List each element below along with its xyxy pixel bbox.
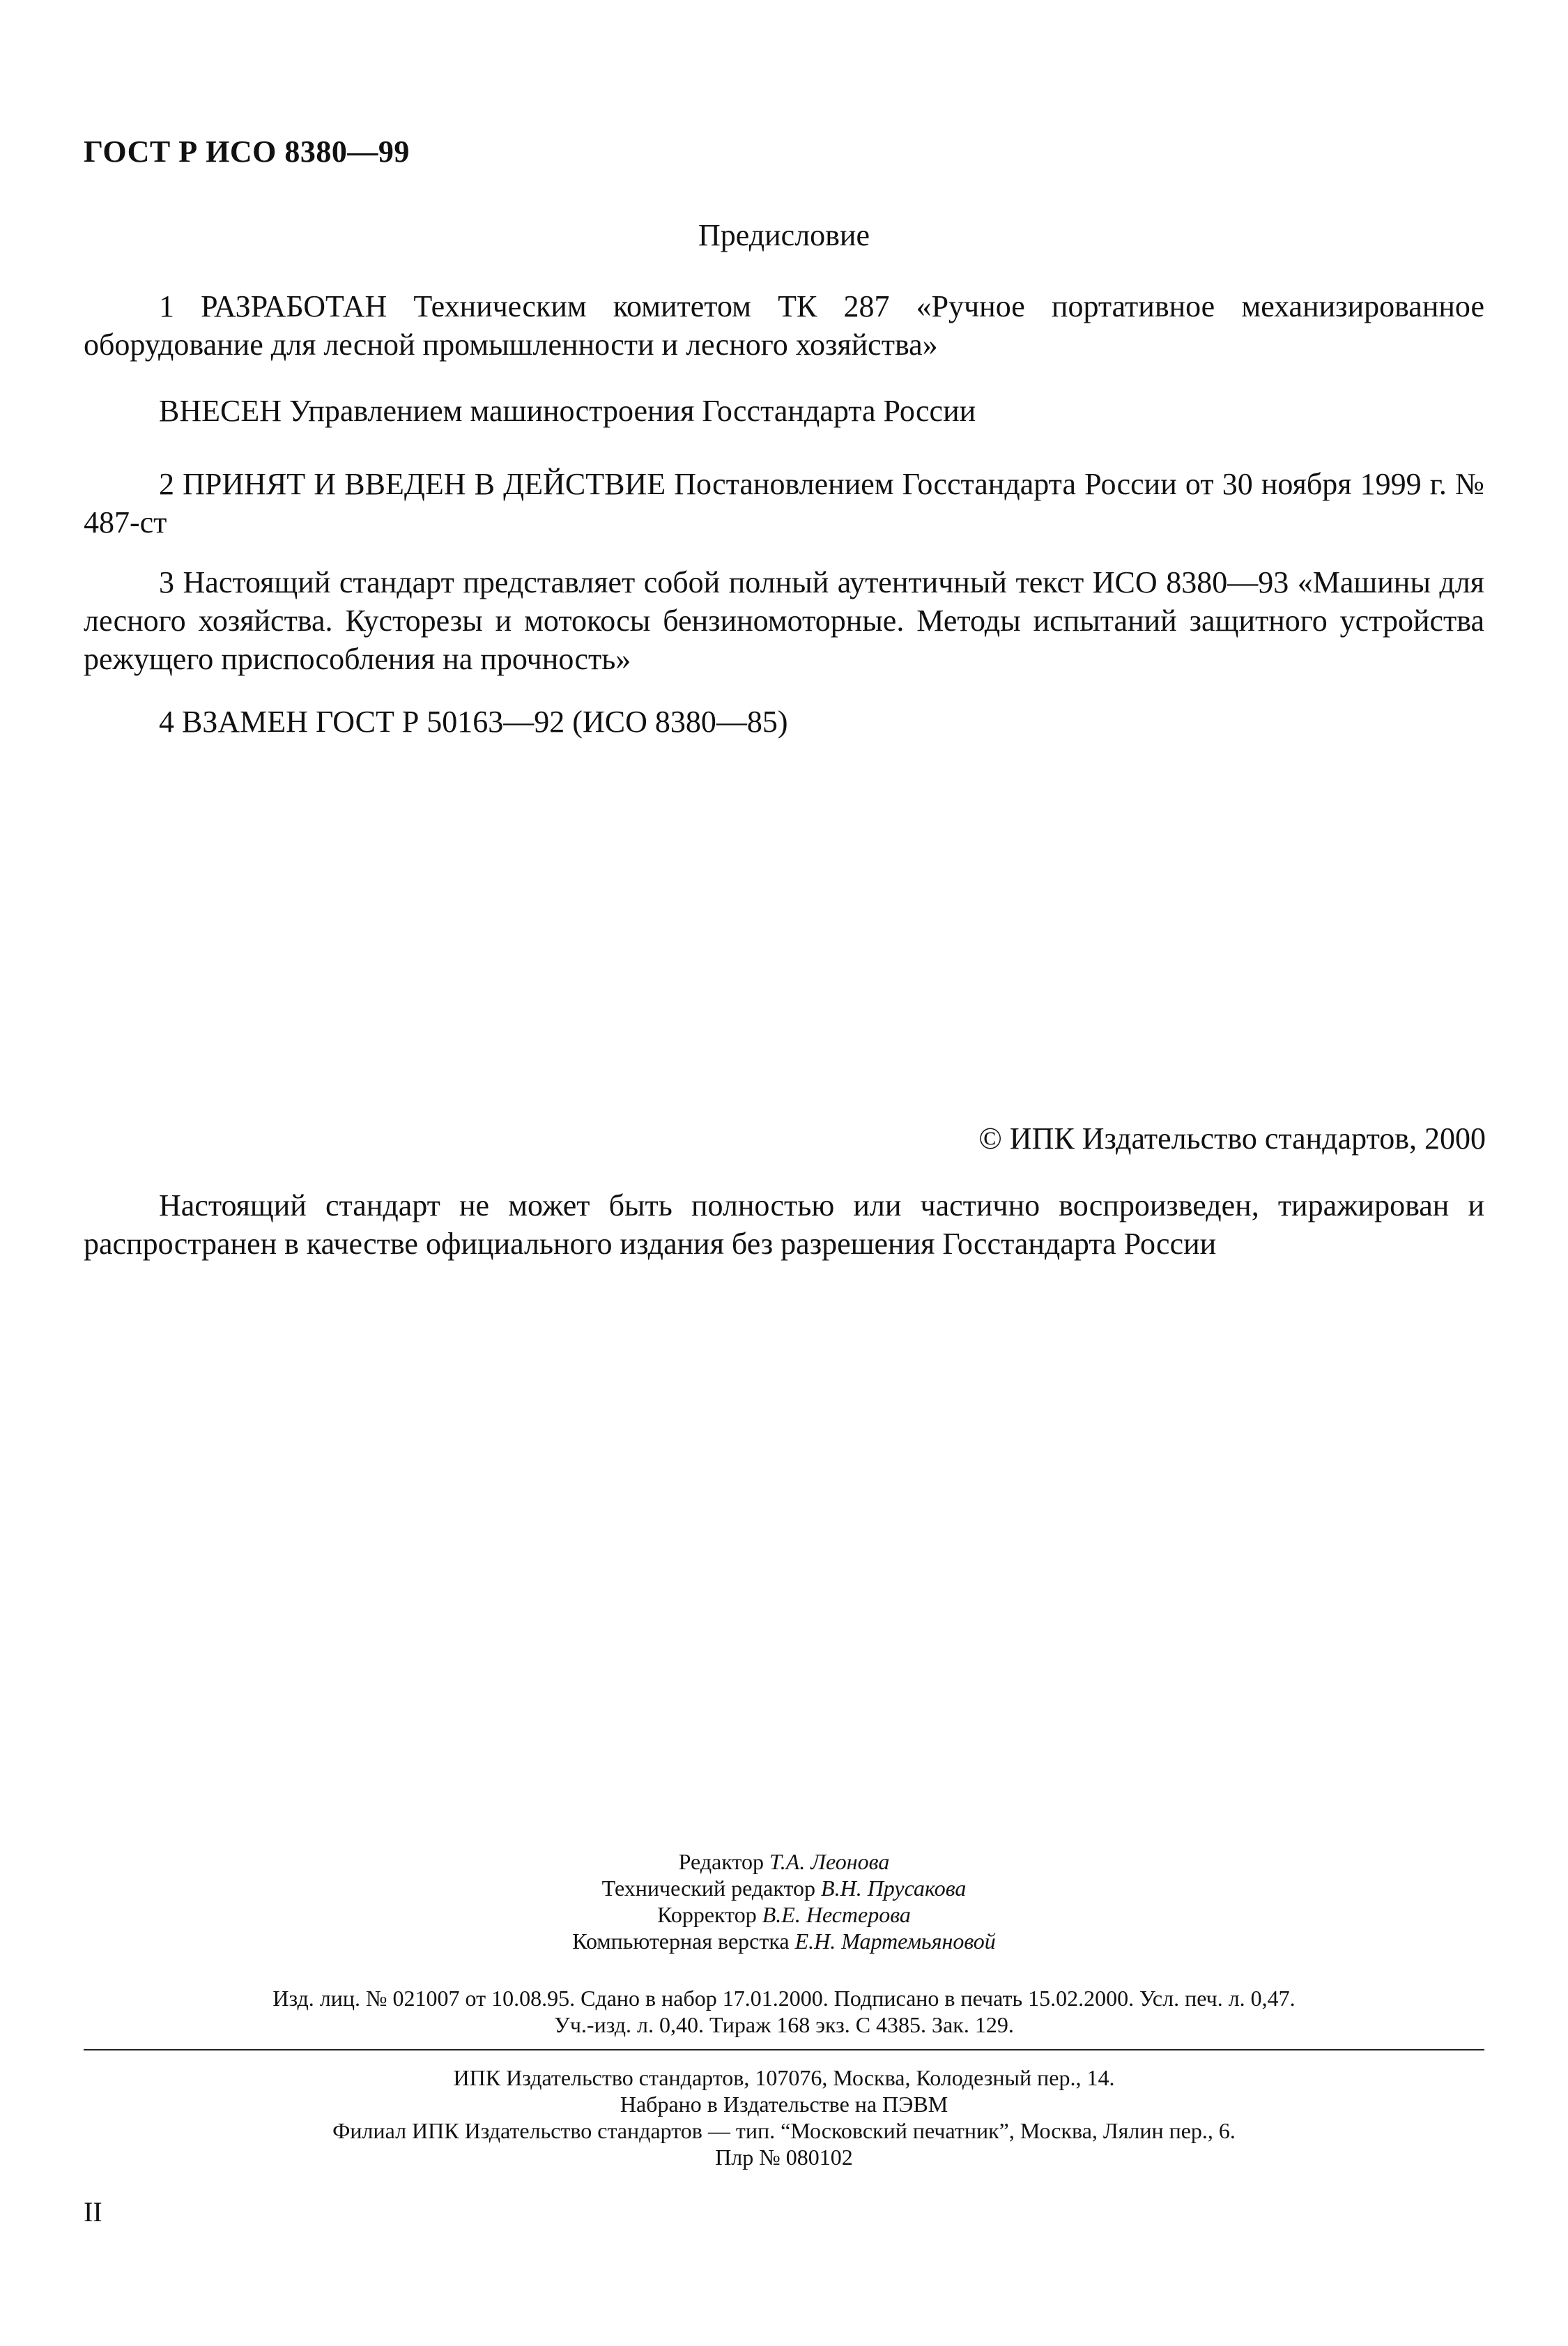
credit-corrector-role: Корректор [657,1902,757,1927]
preface-title: Предисловие [698,218,870,252]
reproduction-notice-text: Настоящий стандарт не может быть полностью или частично воспроизведен, тиражирован и распространен в качестве официального издания без разрешения Госстандарта России [84,1188,1484,1261]
credit-tech-editor-role: Технический редактор [601,1876,816,1901]
preface-item-4-text: 4 ВЗАМЕН ГОСТ Р 50163—92 (ИСО 8380—85) [159,705,788,739]
preface-item-introduced [84,392,1484,430]
page-number: II [84,2196,102,2228]
imprint-line-4: Плр № 080102 [715,2145,853,2170]
credit-layout [0,1928,1568,1954]
document-id-header: ГОСТ Р ИСО 8380—99 [84,135,410,169]
divider-rule [84,2049,1484,2050]
preface-item-1 [84,287,1484,364]
imprint-line-2: Набрано в Издательстве на ПЭВМ [620,2092,948,2117]
publishing-info [0,1985,1568,2038]
credit-corrector-name: В.Е. Нестерова [762,1902,911,1927]
preface-item-3-text: 3 Настоящий стандарт представляет собой полный аутентичный текст ИСО 8380—93 «Машины для лесного хозяйства. Кусторезы и мотокосы бензиномоторные. Методы испытаний защитного устройства режущего приспособления на прочность» [84,565,1484,676]
preface-item-introduced-text: ВНЕСЕН Управлением машиностроения Госстандарта России [159,394,976,428]
credit-layout-role: Компьютерная верстка [572,1929,790,1954]
reproduction-notice [84,1186,1484,1263]
credit-layout-name: Е.Н. Мартемьяновой [794,1929,996,1954]
credit-corrector [0,1901,1568,1928]
credit-tech-editor [0,1875,1568,1901]
copyright-line: © ИПК Издательство стандартов, 2000 [978,1121,1486,1156]
credit-editor-name: Т.А. Леонова [769,1849,890,1874]
preface-item-2-text: 2 ПРИНЯТ И ВВЕДЕН В ДЕЙСТВИЕ Постановлением Госстандарта России от 30 ноября 1999 г. № 487-ст [84,467,1484,539]
imprint-line-3: Филиал ИПК Издательство стандартов — тип. “Московский печатник”, Москва, Лялин пер., 6. [332,2118,1236,2143]
credit-editor [0,1848,1568,1875]
preface-item-1-text: 1 РАЗРАБОТАН Техническим комитетом ТК 287 «Ручное портативное механизированное оборудование для лесной промышленности и лесного хозяйства» [84,289,1484,362]
credit-tech-editor-name: В.Н. Прусакова [821,1876,967,1901]
publishing-line-2: Уч.-изд. л. 0,40. Тираж 168 экз. С 4385. Зак. 129. [554,2012,1014,2037]
publishing-line-1: Изд. лиц. № 021007 от 10.08.95. Сдано в набор 17.01.2000. Подписано в печать 15.02.2000. Усл. печ. л. 0,47. [272,1986,1296,2011]
preface-item-4 [84,703,1484,741]
preface-item-2 [84,465,1484,542]
credit-editor-role: Редактор [678,1849,764,1874]
imprint-block [0,2064,1568,2170]
credits-block [0,1848,1568,1954]
imprint-line-1: ИПК Издательство стандартов, 107076, Москва, Колодезный пер., 14. [453,2065,1115,2090]
preface-item-3 [84,563,1484,678]
